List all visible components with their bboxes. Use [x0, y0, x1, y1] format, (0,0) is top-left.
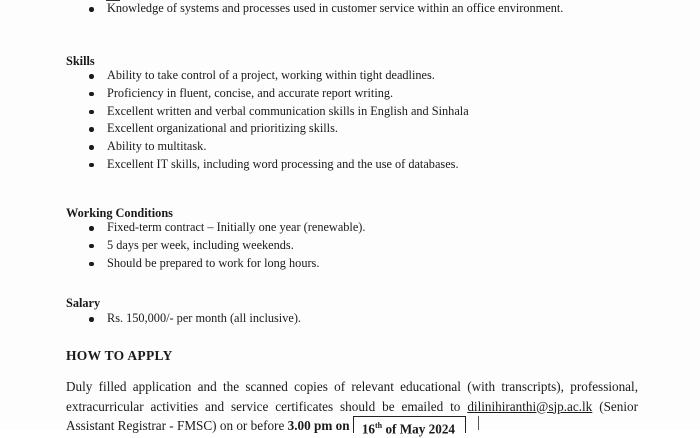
bullet-icon [89, 317, 94, 322]
skills-heading: Skills [66, 54, 95, 68]
how-to-apply-paragraph [66, 377, 638, 436]
list-item-text: Excellent organizational and prioritizing skills. [107, 121, 338, 136]
deadline-date [353, 416, 466, 437]
list-item [88, 103, 469, 121]
list-item-text: Should be prepared to work for long hours. [107, 255, 320, 270]
paragraph-text: Assistant Registrar - FMSC) on or before [66, 418, 285, 433]
paragraph-line: Duly filled application and the scanned copies of relevant educational (with transcripts), professional, [66, 379, 638, 394]
list-item [88, 138, 469, 156]
list-item [88, 67, 469, 85]
list-item [88, 0, 563, 18]
qualifications-list [88, 0, 563, 18]
list-item-text: 5 days per week, including weekends. [107, 237, 294, 252]
margin-mark [478, 416, 479, 430]
bullet-icon [89, 110, 94, 115]
date-suffix: th [375, 421, 383, 430]
bullet-icon [89, 244, 94, 249]
list-item-text: Ability to take control of a project, working within tight deadlines. [107, 68, 435, 82]
list-item [88, 255, 365, 273]
bullet-icon [89, 74, 94, 79]
date-day: 16 [361, 421, 376, 437]
paragraph-line [66, 397, 638, 417]
list-item-text: Excellent written and verbal communication skills in English and Sinhala [107, 103, 469, 118]
bullet-icon [89, 92, 94, 97]
date-rest: of May 2024 [385, 421, 456, 437]
list-item-text: Proficiency in fluent, concise, and accurate report writing. [107, 85, 394, 100]
list-item-text: Excellent IT skills, including word processing and the use of databases. [107, 156, 459, 171]
paragraph-line [66, 416, 638, 436]
list-item [88, 120, 469, 138]
bullet-icon [89, 127, 94, 132]
bullet-icon [89, 7, 94, 12]
list-item [88, 310, 301, 328]
bullet-icon [89, 226, 94, 231]
email-link[interactable]: dilinihiranthi@sjp.ac.lk [467, 398, 593, 414]
list-item-text: Ability to multitask. [107, 139, 207, 154]
paragraph-text: (Senior [599, 398, 639, 414]
paragraph-text: extracurricular activities and service certificates should be emailed to [66, 398, 461, 414]
list-item-text: Rs. 150,000/- per month (all inclusive). [107, 311, 301, 325]
list-item [88, 219, 365, 237]
bullet-icon [89, 145, 94, 150]
salary-heading: Salary [66, 296, 101, 310]
list-item-text: Knowledge of systems and processes used in customer service within an office environment. [107, 1, 564, 15]
list-item [88, 237, 365, 255]
bullet-icon [89, 262, 94, 267]
list-item [88, 85, 469, 103]
working-conditions-list [88, 219, 365, 272]
salary-list [88, 310, 301, 328]
deadline-time: 3.00 pm on [287, 418, 350, 433]
bullet-icon [89, 163, 94, 168]
list-item-text: Fixed-term contract – Initially one year (renewable). [107, 220, 366, 234]
skills-list [88, 67, 469, 174]
working-conditions-heading: Working Conditions [66, 206, 173, 220]
how-to-apply-heading: HOW TO APPLY [66, 348, 173, 363]
list-item [88, 156, 469, 174]
